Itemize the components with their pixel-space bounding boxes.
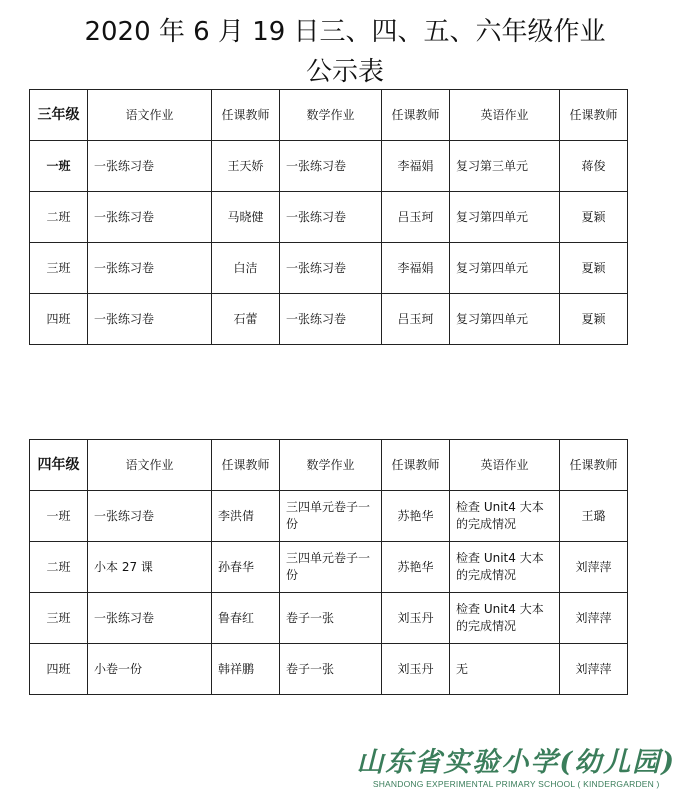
- english-homework: 复习第三单元: [450, 141, 560, 192]
- class-name: 四班: [30, 294, 88, 345]
- chinese-homework: 一张练习卷: [88, 491, 212, 542]
- english-teacher: 夏颖: [560, 192, 628, 243]
- english-teacher: 夏颖: [560, 294, 628, 345]
- page-title: 2020 年 6 月 19 日三、四、五、六年级作业: [84, 17, 606, 47]
- grade-label: 三年级: [30, 90, 88, 141]
- chinese-homework: 一张练习卷: [88, 243, 212, 294]
- grade3-homework-table: [29, 89, 628, 345]
- class-name: 二班: [30, 192, 88, 243]
- chinese-homework: 小本 27 课: [88, 542, 212, 593]
- table-row: [30, 491, 628, 542]
- class-name: 一班: [30, 141, 88, 192]
- math-teacher: 苏艳华: [382, 491, 450, 542]
- english-teacher: 刘萍萍: [560, 593, 628, 644]
- chinese-homework: 一张练习卷: [88, 593, 212, 644]
- chinese-teacher: 白洁: [212, 243, 280, 294]
- header-english: 英语作业: [450, 90, 560, 141]
- school-logo: [356, 748, 676, 790]
- english-homework: 无: [450, 644, 560, 695]
- header-teacher: 任课教师: [212, 440, 280, 491]
- chinese-homework: 一张练习卷: [88, 192, 212, 243]
- table-row: [30, 294, 628, 345]
- header-chinese: 语文作业: [88, 90, 212, 141]
- english-homework: 检查 Unit4 大本的完成情况: [450, 491, 560, 542]
- math-teacher: 李福娟: [382, 141, 450, 192]
- class-name: 一班: [30, 491, 88, 542]
- chinese-teacher: 马晓健: [212, 192, 280, 243]
- page-subtitle: 公示表: [305, 57, 384, 87]
- chinese-teacher: 鲁春红: [212, 593, 280, 644]
- english-homework: 检查 Unit4 大本的完成情况: [450, 542, 560, 593]
- english-homework: 复习第四单元: [450, 294, 560, 345]
- header-chinese: 语文作业: [88, 440, 212, 491]
- table-row: [30, 141, 628, 192]
- chinese-teacher: 李洪倩: [212, 491, 280, 542]
- chinese-homework: 一张练习卷: [88, 141, 212, 192]
- table-header-row: [30, 440, 628, 491]
- table-row: [30, 243, 628, 294]
- header-math: 数学作业: [280, 90, 382, 141]
- class-name: 三班: [30, 243, 88, 294]
- header-math: 数学作业: [280, 440, 382, 491]
- chinese-teacher: 石蕾: [212, 294, 280, 345]
- chinese-teacher: 王天娇: [212, 141, 280, 192]
- math-teacher: 刘玉丹: [382, 593, 450, 644]
- english-teacher: 夏颖: [560, 243, 628, 294]
- math-homework: 卷子一张: [280, 644, 382, 695]
- math-homework: 一张练习卷: [280, 243, 382, 294]
- math-teacher: 李福娟: [382, 243, 450, 294]
- math-teacher: 刘玉丹: [382, 644, 450, 695]
- header-teacher: 任课教师: [212, 90, 280, 141]
- table-row: [30, 192, 628, 243]
- math-homework: 一张练习卷: [280, 141, 382, 192]
- header-teacher: 任课教师: [560, 90, 628, 141]
- chinese-teacher: 孙春华: [212, 542, 280, 593]
- math-homework: 卷子一张: [280, 593, 382, 644]
- grade4-homework-table: [29, 439, 628, 695]
- class-name: 二班: [30, 542, 88, 593]
- header-teacher: 任课教师: [560, 440, 628, 491]
- grade-label: 四年级: [30, 440, 88, 491]
- table-row: [30, 593, 628, 644]
- chinese-teacher: 韩祥鹏: [212, 644, 280, 695]
- math-homework: 三四单元卷子一份: [280, 491, 382, 542]
- english-teacher: 刘萍萍: [560, 644, 628, 695]
- chinese-homework: 一张练习卷: [88, 294, 212, 345]
- english-homework: 复习第四单元: [450, 243, 560, 294]
- math-homework: 三四单元卷子一份: [280, 542, 382, 593]
- class-name: 四班: [30, 644, 88, 695]
- math-teacher: 吕玉珂: [382, 294, 450, 345]
- table-row: [30, 644, 628, 695]
- english-homework: 复习第四单元: [450, 192, 560, 243]
- math-teacher: 吕玉珂: [382, 192, 450, 243]
- table-row: [30, 542, 628, 593]
- header-teacher: 任课教师: [382, 440, 450, 491]
- class-name: 三班: [30, 593, 88, 644]
- english-teacher: 王璐: [560, 491, 628, 542]
- math-teacher: 苏艳华: [382, 542, 450, 593]
- math-homework: 一张练习卷: [280, 294, 382, 345]
- math-homework: 一张练习卷: [280, 192, 382, 243]
- english-homework: 检查 Unit4 大本的完成情况: [450, 593, 560, 644]
- school-name-english: SHANDONG EXPERIMENTAL PRIMARY SCHOOL ( KINDERGARDEN ): [372, 779, 660, 789]
- header-english: 英语作业: [450, 440, 560, 491]
- table-header-row: [30, 90, 628, 141]
- header-teacher: 任课教师: [382, 90, 450, 141]
- chinese-homework: 小卷一份: [88, 644, 212, 695]
- school-name-chinese: 山东省实验小学(幼儿园): [356, 747, 676, 778]
- english-teacher: 刘萍萍: [560, 542, 628, 593]
- english-teacher: 蒋俊: [560, 141, 628, 192]
